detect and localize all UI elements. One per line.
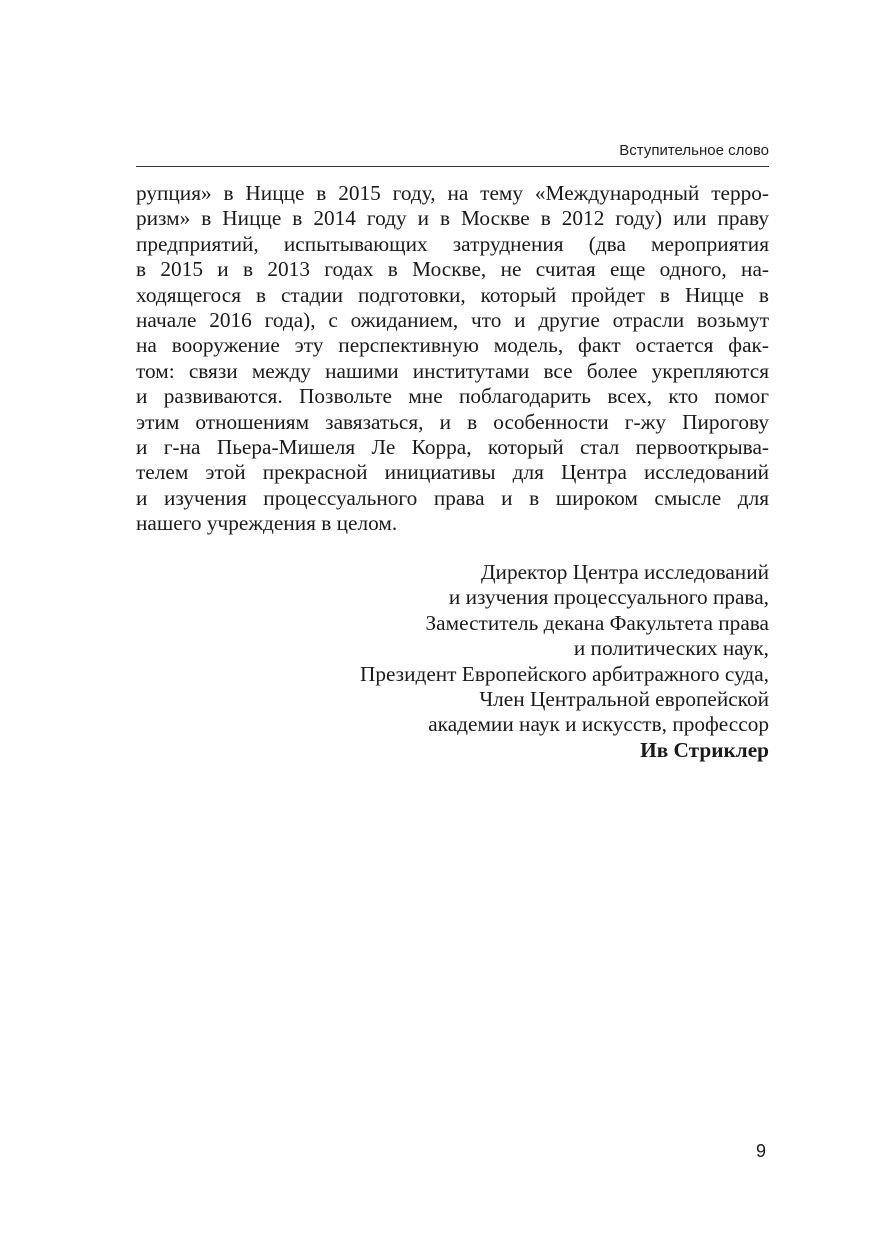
paragraph-line: телем этой прекрасной инициативы для Центра исследований (136, 460, 769, 485)
paragraph-line: и г-на Пьера-Мишеля Ле Корра, который стал первооткрыва- (136, 434, 769, 459)
signature-block (136, 560, 769, 763)
paragraph-line: нашего учреждения в целом. (136, 511, 398, 536)
paragraph-line: том: связи между нашими институтами все более укрепляются (136, 358, 769, 383)
paragraph-line: этим отношениям завязаться, и в особенности г-жу Пирогову (136, 409, 769, 434)
body-paragraph (136, 181, 769, 536)
paragraph-line: ризм» в Ницце в 2014 году и в Москве в 2012 году) или праву (136, 206, 769, 231)
signature-title-line: и политических наук, (573, 636, 769, 661)
paragraph-line: рупция» в Ницце в 2015 году, на тему «Международный терро- (136, 181, 769, 205)
signature-name: Ив Стриклер (640, 737, 769, 762)
running-header: Вступительное слово (619, 142, 769, 159)
signature-title-line: академии наук и искусств, профессор (428, 712, 769, 737)
header-divider (136, 166, 769, 167)
paragraph-line: на вооружение эту перспективную модель, факт остается фак- (136, 333, 769, 358)
paragraph-line: начале 2016 года), с ожиданием, что и другие отрасли возьмут (136, 307, 769, 332)
signature-title-line: Президент Европейского арбитражного суда, (359, 661, 769, 686)
signature-title-line: Директор Центра исследований (481, 560, 769, 584)
signature-title-line: Член Центральной европейской (479, 686, 769, 711)
paragraph-line: и изучения процессуального права и в широком смысле для (136, 485, 769, 510)
paragraph-line: ходящегося в стадии подготовки, который пройдет в Ницце в (136, 282, 769, 307)
paragraph-line: в 2015 и в 2013 годах в Москве, не считая еще одного, на- (136, 257, 769, 282)
paragraph-line: и развиваются. Позвольте мне поблагодарить всех, кто помог (136, 384, 769, 409)
page-number: 9 (755, 1141, 766, 1161)
signature-title-line: и изучения процессуального права, (448, 585, 769, 610)
paragraph-line: предприятий, испытывающих затруднения (два мероприятия (136, 231, 769, 256)
signature-title-line: Заместитель декана Факультета права (425, 610, 769, 635)
